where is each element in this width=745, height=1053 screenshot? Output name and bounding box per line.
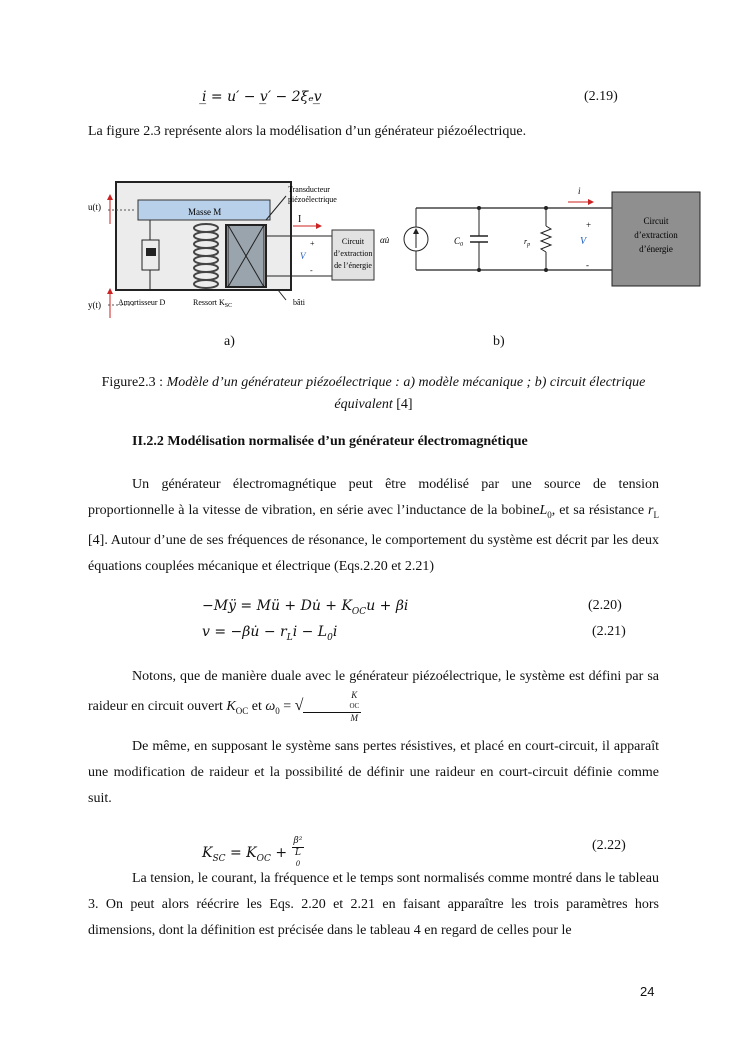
equation-2-21: v = −βu̇ − $r_Li - L_0i$ — [202, 624, 338, 643]
minus-label: - — [586, 260, 589, 270]
svg-text:Circuit: Circuit — [341, 237, 365, 246]
damper-label: Amortisseur D — [118, 298, 166, 307]
svg-text:d’extraction: d’extraction — [634, 230, 678, 240]
svg-text:d’énergie: d’énergie — [639, 244, 673, 254]
caption-label: Figure2.3 : — [101, 375, 167, 390]
paragraph-3: De même, en supposant le système sans pertes résistives, et placé en court-circuit, il apparaît une modification de raideur et la possibilité de définir une raideur en court-circuit définie comme suit. — [88, 739, 659, 806]
resistor-icon — [541, 226, 551, 252]
omega-fraction: K OC M — [303, 690, 361, 724]
page-number: 24 — [640, 984, 655, 999]
caption-title: Modèle d’un générateur piézoélectrique : a) modèle mécanique ; b) circuit électrique équivalent — [166, 375, 646, 412]
current-label: i — [578, 186, 581, 196]
paragraph-2: Notons, que de manière duale avec le générateur piézoélectrique, le système est défini par sa raideur en circuit ouvert $K_{OC}$ et $\omega_0$ = √ K OC M — [88, 669, 659, 723]
transducer-label: Transducteur — [288, 185, 330, 194]
equation-2-19 — [202, 89, 322, 105]
mass-label: Masse M — [188, 207, 222, 217]
equation-text: i̲ = u′ − v̲′ − 2ξₑv̲ — [202, 89, 322, 105]
subfigure-a-label: a) — [224, 334, 235, 349]
plus-label: + — [586, 220, 592, 230]
equation-2-20: −Mÿ = Mü + Du̇ + $K_{OC}u + \beta i$ — [202, 598, 409, 617]
sqrt-icon: √ — [294, 697, 304, 715]
equation-2-22: $K_{SC} = K_{OC}$ + β² L 0 — [202, 836, 303, 868]
caption-ref: [4] — [392, 397, 413, 412]
spring-label: Ressort $K_{SC}$ — [193, 298, 233, 309]
transducer-label-2: piézoélectrique — [288, 195, 337, 204]
subfigure-b-label: b) — [493, 334, 505, 349]
equation-number: (2.21) — [592, 624, 626, 639]
resistor-label: $r_p$ — [524, 237, 531, 248]
svg-text:Circuit: Circuit — [643, 216, 669, 226]
paragraph-1: Un générateur électromagnétique peut être modélisé par une source de tension proportionnelle à la vitesse de vibration, en série avec l’inductance de la bobineL$_0$, et sa résistance $r_L$ [4]. Autour d’une de ses fréquences de résonance, le comportement du système est décrit par les deux équations couplées mécanique et électrique (Eqs.2.20 et 2.21) — [88, 477, 659, 574]
voltage-label: V — [580, 236, 587, 247]
equation-number: (2.20) — [588, 598, 622, 613]
intro-line: La figure 2.3 représente alors la modélisation d’un générateur piézoélectrique. — [88, 124, 527, 139]
u-label: u(t) — [88, 202, 101, 212]
paragraph-4: La tension, le courant, la fréquence et le temps sont normalisés comme montré dans le tableau 3. On peut alors réécrire les Eqs. 2.20 et 2.21 en faisant apparaître les trois paramètres hors dimensions, dont la définition est précisée dans le tableau 4 en regard de celles pour le — [88, 871, 659, 938]
equation-number: (2.22) — [592, 838, 626, 853]
plus-label: + — [310, 239, 315, 248]
svg-text:de l’énergie: de l’énergie — [334, 261, 372, 270]
figure-a-mechanical-model — [88, 180, 388, 322]
figure-caption — [88, 372, 659, 416]
svg-text:d’extraction: d’extraction — [333, 249, 373, 258]
current-label: I — [298, 214, 302, 225]
k-sc-fraction: β² L 0 — [293, 836, 303, 868]
section-heading: II.2.2 Modélisation normalisée d’un générateur électromagnétique — [132, 434, 528, 449]
minus-label: - — [310, 266, 313, 275]
source-label: αu̇ — [380, 235, 390, 245]
voltage-label: V — [300, 251, 306, 261]
figure-b-equivalent-circuit — [376, 182, 706, 290]
frame-label: bâti — [293, 298, 305, 307]
equation-number: (2.19) — [584, 89, 618, 104]
y-label: y(t) — [88, 300, 101, 310]
capacitor-label: $C_0$ — [454, 236, 464, 248]
frame-box — [116, 182, 291, 290]
